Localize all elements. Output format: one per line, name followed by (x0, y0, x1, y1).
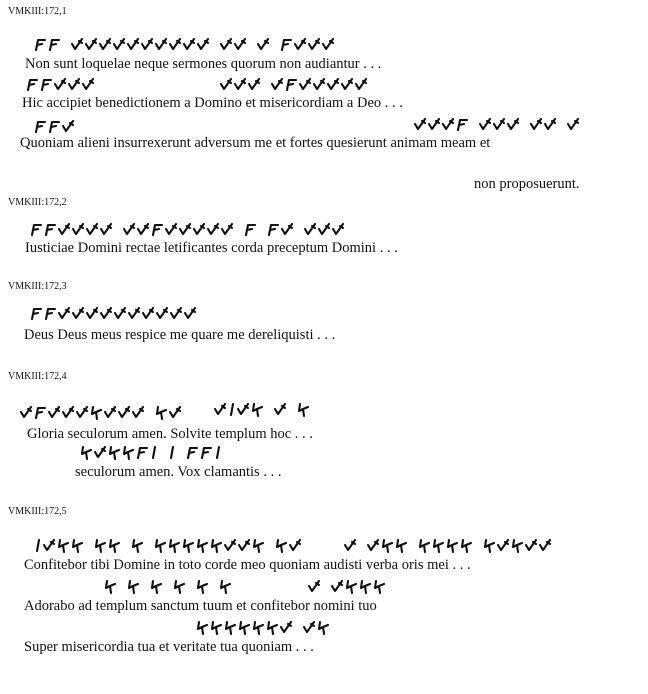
text-line: non proposuerunt. (474, 176, 580, 192)
pes-neume (36, 122, 45, 132)
clivis-neume (397, 540, 406, 552)
virga-neume (429, 119, 439, 129)
pes-neume (50, 122, 59, 132)
neume-row (34, 118, 84, 136)
virga-neume (63, 407, 73, 417)
clivis-neume (226, 622, 235, 634)
virga-neume (333, 224, 343, 234)
virga-neume (258, 39, 268, 49)
clivis-neume (106, 581, 115, 593)
virga-neume (368, 540, 378, 550)
virga-neume (309, 581, 319, 591)
virga-neume (119, 407, 129, 417)
virga-neume (235, 39, 245, 49)
virga-neume (540, 540, 550, 550)
virga-neume (249, 79, 259, 89)
virga-neume (184, 39, 194, 49)
clivis-neume (277, 540, 286, 552)
virga-neume (55, 79, 65, 89)
virga-neume (157, 308, 167, 318)
virga-neume (83, 79, 93, 89)
pes-neume (32, 309, 41, 319)
virga-neume (101, 308, 111, 318)
pes-neume (46, 225, 55, 235)
virga-neume (44, 540, 54, 550)
virga-neume (531, 119, 541, 129)
clivis-neume (383, 540, 392, 552)
clivis-neume (129, 581, 138, 593)
virga-neume (95, 447, 105, 457)
pes-neume (50, 40, 59, 50)
text-line: Confitebor tibi Domine in toto corde meo quoniam audisti verba oris mei . . . (24, 557, 471, 573)
clivis-neume (175, 581, 184, 593)
virga-neume (170, 39, 180, 49)
clivis-neume (462, 540, 471, 552)
clivis-neume (212, 540, 221, 552)
pes-neume (246, 225, 255, 235)
text-line: seculorum amen. Vox clamantis . . . (75, 464, 282, 480)
punctum-neume (231, 404, 233, 415)
clivis-neume (212, 622, 221, 634)
pes-neume (138, 448, 147, 458)
virga-neume (281, 622, 291, 632)
virga-neume (194, 224, 204, 234)
virga-neume (156, 39, 166, 49)
clivis-neume (110, 540, 119, 552)
text-line: Super misericordia tua et veritate tua quoniam . . . (24, 639, 314, 655)
virga-neume (332, 581, 342, 591)
clivis-neume (59, 540, 68, 552)
text-line: Iusticiae Domini rectae letificantes corda preceptum Domini . . . (25, 240, 398, 256)
pes-neume (458, 120, 467, 130)
virga-neume (356, 79, 366, 89)
clivis-neume (299, 404, 308, 416)
neume-row (80, 444, 340, 462)
text-line: Hic accipiet benedictionem a Domino et misericordiam a Deo . . . (22, 95, 403, 111)
neume-row (196, 619, 366, 637)
virga-neume (222, 224, 232, 234)
virga-neume (63, 121, 73, 131)
virga-neume (545, 119, 555, 129)
virga-neume (494, 119, 504, 129)
virga-neume (185, 308, 195, 318)
neume-row (34, 36, 464, 54)
clivis-neume (156, 540, 165, 552)
virga-neume (225, 540, 235, 550)
clivis-neume (434, 540, 443, 552)
clivis-neume (268, 622, 277, 634)
pes-neume (46, 309, 55, 319)
text-line: Quoniam alieni insurrexerunt adversum me et fortes quesierunt animam meam et (20, 135, 491, 151)
virga-neume (128, 39, 138, 49)
virga-neume (114, 39, 124, 49)
virga-neume (143, 308, 153, 318)
pes-neume (269, 225, 278, 235)
virga-neume (208, 224, 218, 234)
virga-neume (319, 224, 329, 234)
clivis-neume (124, 447, 133, 459)
text-line: Deus Deus meus respice me quare me dereliquisti . . . (24, 327, 336, 343)
neume-row (220, 76, 460, 94)
virga-neume (49, 407, 59, 417)
virga-neume (180, 224, 190, 234)
neume-row (26, 76, 106, 94)
virga-neume (73, 308, 83, 318)
neume-row (30, 221, 470, 239)
clivis-neume (513, 540, 522, 552)
virga-neume (87, 224, 97, 234)
punctum-neume (37, 540, 39, 551)
clivis-neume (198, 540, 207, 552)
virga-neume (105, 407, 115, 417)
pes-neume (28, 80, 37, 90)
virga-neume (415, 119, 425, 129)
clivis-neume (448, 540, 457, 552)
neume-row (20, 404, 200, 422)
clivis-neume (221, 581, 230, 593)
virga-neume (305, 224, 315, 234)
clivis-neume (133, 540, 142, 552)
virga-neume (170, 407, 180, 417)
virga-neume (59, 308, 69, 318)
virga-neume (498, 540, 508, 550)
virga-neume (221, 39, 231, 49)
virga-neume (69, 79, 79, 89)
section-id: VMKIII:172,2 (8, 197, 67, 208)
virga-neume (215, 404, 225, 414)
section-id: VMKIII:172,4 (8, 371, 67, 382)
virga-neume (275, 404, 285, 414)
punctum-neume (171, 447, 173, 458)
clivis-neume (184, 540, 193, 552)
neume-row (30, 305, 240, 323)
clivis-neume (198, 581, 207, 593)
clivis-neume (347, 581, 356, 593)
virga-neume (508, 119, 518, 129)
pes-neume (32, 225, 41, 235)
clivis-neume (240, 622, 249, 634)
section-id: VMKIII:172,5 (8, 506, 67, 517)
virga-neume (342, 79, 352, 89)
clivis-neume (157, 407, 166, 419)
virga-neume (295, 39, 305, 49)
clivis-neume (254, 622, 263, 634)
virga-neume (300, 79, 310, 89)
virga-neume (73, 224, 83, 234)
text-line: Adorabo ad templum sanctum tuum et confitebor nomini tuo (24, 598, 377, 614)
virga-neume (221, 79, 231, 89)
pes-neume (287, 80, 296, 90)
virga-neume (272, 79, 282, 89)
clivis-neume (319, 622, 328, 634)
clivis-neume (92, 407, 101, 419)
virga-neume (100, 39, 110, 49)
virga-neume (171, 308, 181, 318)
clivis-neume (361, 581, 370, 593)
clivis-neume (375, 581, 384, 593)
clivis-neume (485, 540, 494, 552)
clivis-neume (170, 540, 179, 552)
virga-neume (235, 79, 245, 89)
punctum-neume (153, 447, 155, 458)
pes-neume (202, 448, 211, 458)
pes-neume (153, 225, 162, 235)
virga-neume (101, 224, 111, 234)
virga-neume (309, 39, 319, 49)
section-id: VMKIII:172,1 (8, 6, 67, 17)
pes-neume (36, 408, 45, 418)
text-line: Gloria seculorum amen. Solvite templum hoc . . . (27, 426, 313, 442)
clivis-neume (110, 447, 119, 459)
virga-neume (323, 39, 333, 49)
pes-neume (188, 448, 197, 458)
virga-neume (138, 224, 148, 234)
neume-row (414, 116, 634, 134)
virga-neume (526, 540, 536, 550)
virga-neume (72, 39, 82, 49)
neume-row (344, 537, 574, 555)
virga-neume (304, 622, 314, 632)
virga-neume (345, 540, 355, 550)
virga-neume (166, 224, 176, 234)
virga-neume (282, 224, 292, 234)
virga-neume (124, 224, 134, 234)
text-line: Non sunt loquelae neque sermones quorum non audiantur . . . (25, 56, 382, 72)
virga-neume (129, 308, 139, 318)
section-id: VMKIII:172,3 (8, 281, 67, 292)
neume-row (34, 537, 334, 555)
neume-row (214, 401, 374, 419)
virga-neume (238, 404, 248, 414)
clivis-neume (253, 404, 262, 416)
virga-neume (328, 79, 338, 89)
neume-row (104, 578, 304, 596)
virga-neume (568, 119, 578, 129)
virga-neume (290, 540, 300, 550)
virga-neume (21, 407, 31, 417)
virga-neume (59, 224, 69, 234)
virga-neume (142, 39, 152, 49)
pes-neume (36, 40, 45, 50)
virga-neume (86, 39, 96, 49)
virga-neume (443, 119, 453, 129)
clivis-neume (152, 581, 161, 593)
punctum-neume (217, 447, 219, 458)
clivis-neume (198, 622, 207, 634)
neume-row (308, 578, 408, 596)
virga-neume (198, 39, 208, 49)
clivis-neume (254, 540, 263, 552)
virga-neume (115, 308, 125, 318)
clivis-neume (73, 540, 82, 552)
virga-neume (239, 540, 249, 550)
virga-neume (87, 308, 97, 318)
virga-neume (314, 79, 324, 89)
virga-neume (133, 407, 143, 417)
clivis-neume (420, 540, 429, 552)
virga-neume (480, 119, 490, 129)
virga-neume (77, 407, 87, 417)
clivis-neume (82, 447, 91, 459)
pes-neume (42, 80, 51, 90)
clivis-neume (96, 540, 105, 552)
pes-neume (282, 40, 291, 50)
